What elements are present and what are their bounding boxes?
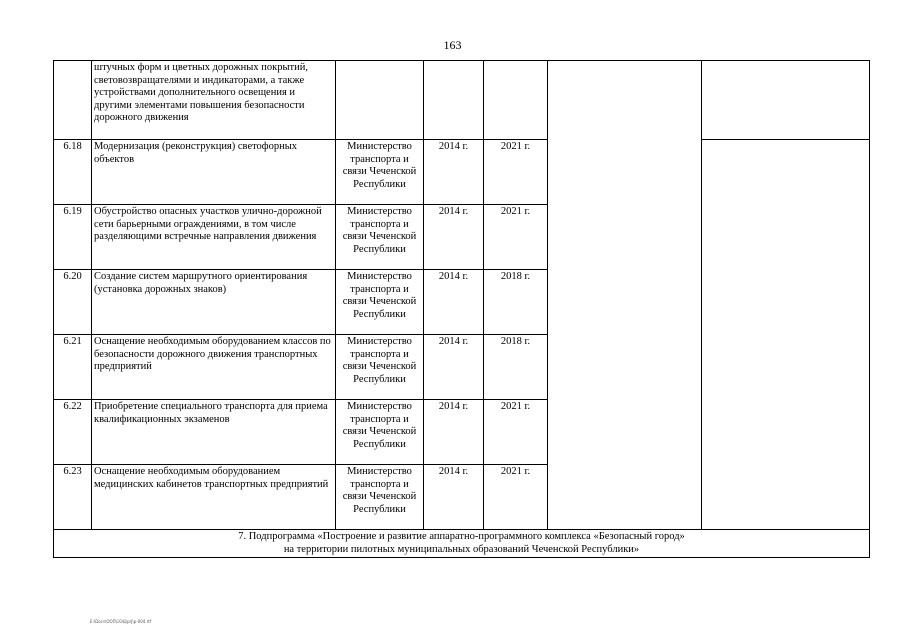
start-year: 2014 г. — [424, 335, 484, 400]
row-number — [54, 61, 92, 140]
table-row — [54, 61, 870, 140]
end-year: 2021 г. — [484, 400, 548, 465]
executor — [336, 61, 424, 140]
start-year: 2014 г. — [424, 270, 484, 335]
executor: Министерство транспорта и связи Чеченской Республики — [336, 205, 424, 270]
end-year — [484, 61, 548, 140]
empty-cell — [548, 61, 702, 530]
executor: Министерство транспорта и связи Чеченской Республики — [336, 465, 424, 530]
end-year: 2021 г. — [484, 465, 548, 530]
subprogram-title-line1: 7. Подпрограмма «Построение и развитие аппаратно-программного комплекса «Безопасный город» — [238, 531, 685, 542]
measure-name: Приобретение специального транспорта для приема квалификационных экзаменов — [92, 400, 336, 465]
row-number: 6.22 — [54, 400, 92, 465]
empty-cell — [702, 140, 870, 530]
executor: Министерство транспорта и связи Чеченской Республики — [336, 335, 424, 400]
start-year: 2014 г. — [424, 465, 484, 530]
start-year: 2014 г. — [424, 400, 484, 465]
page-number: 163 — [443, 38, 462, 52]
empty-cell — [702, 61, 870, 140]
executor: Министерство транспорта и связи Чеченской Республики — [336, 270, 424, 335]
measure-name: Создание систем маршрутного ориентирования (установка дорожных знаков) — [92, 270, 336, 335]
row-number: 6.19 — [54, 205, 92, 270]
row-number: 6.20 — [54, 270, 92, 335]
start-year — [424, 61, 484, 140]
end-year: 2018 г. — [484, 270, 548, 335]
executor: Министерство транспорта и связи Чеченской Республики — [336, 140, 424, 205]
row-number: 6.18 — [54, 140, 92, 205]
start-year: 2014 г. — [424, 205, 484, 270]
subprogram-title-line2: на территории пилотных муниципальных образований Чеченской Республики» — [283, 543, 640, 555]
row-number: 6.23 — [54, 465, 92, 530]
subprogram-title — [54, 530, 870, 558]
table-row — [54, 140, 870, 205]
subprogram-row — [54, 530, 870, 558]
start-year: 2014 г. — [424, 140, 484, 205]
measure-name: Оснащение необходимым оборудованием классов по безопасности дорожного движения транспортных предприятий — [92, 335, 336, 400]
end-year: 2021 г. — [484, 140, 548, 205]
measure-name: Обустройство опасных участков улично-дорожной сети барьерными ограждениями, в том числе разделяющими встречные направления движения — [92, 205, 336, 270]
file-path-stamp: E:\Docs\ООП\ЭЭЦ\prj\p-004.rtf — [90, 619, 152, 624]
measure-name: Модернизация (реконструкция) светофорных объектов — [92, 140, 336, 205]
row-number: 6.21 — [54, 335, 92, 400]
end-year: 2021 г. — [484, 205, 548, 270]
program-table — [53, 60, 870, 558]
end-year: 2018 г. — [484, 335, 548, 400]
measure-name: штучных форм и цветных дорожных покрытий, световозвращателями и индикаторами, а также устройствами дополнительного освещения и другими элементами повышения безопасности дорожного движения — [92, 61, 336, 140]
measure-name: Оснащение необходимым оборудованием медицинских кабинетов транспортных предприятий — [92, 465, 336, 530]
executor: Министерство транспорта и связи Чеченской Республики — [336, 400, 424, 465]
